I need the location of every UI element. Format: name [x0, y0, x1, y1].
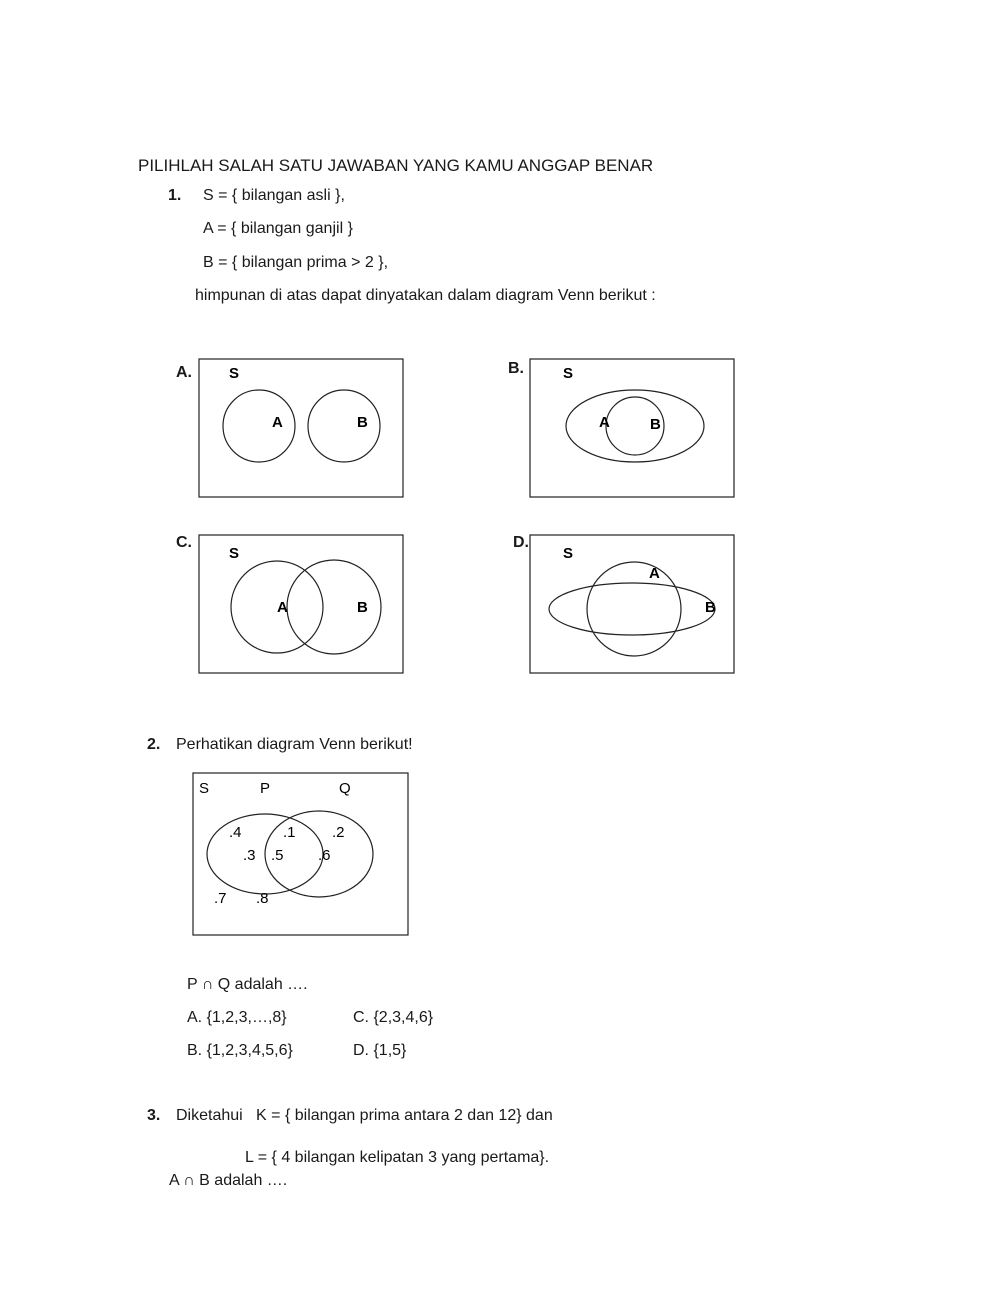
question-3-number: 3.: [147, 1107, 161, 1124]
option-c-letter: C.: [176, 534, 192, 551]
element-outside: .8: [256, 890, 269, 907]
question-1-line-b: B = { bilangan prima > 2 },: [203, 254, 389, 271]
universal-set-box: [530, 535, 734, 673]
element-p-only: .3: [243, 847, 256, 864]
option-b-letter: B.: [508, 360, 524, 377]
set-a-circle: [223, 390, 295, 462]
set-a-label: A: [599, 414, 610, 431]
question-2-option-d[interactable]: D. {1,5}: [353, 1042, 407, 1059]
set-a-label: A: [272, 414, 283, 431]
set-a-circle: [587, 562, 681, 656]
set-s-label: S: [563, 365, 574, 382]
element-outside: .7: [214, 890, 227, 907]
option-a-letter: A.: [176, 364, 192, 381]
question-2-number: 2.: [147, 736, 161, 753]
question-1-line-s: S = { bilangan asli },: [203, 187, 345, 204]
set-a-label: A: [649, 565, 660, 582]
set-s-label: S: [229, 545, 240, 562]
question-1-number: 1.: [168, 187, 182, 204]
question-2-venn-diagram: [192, 772, 411, 938]
question-2-question: P ∩ Q adalah ….: [187, 976, 308, 993]
set-b-label: B: [357, 414, 368, 431]
element-intersection: .5: [271, 847, 284, 864]
set-b-label: B: [705, 599, 716, 616]
set-s-label: S: [563, 545, 574, 562]
question-1-line-a: A = { bilangan ganjil }: [203, 220, 353, 237]
set-b-ellipse: [549, 583, 715, 635]
question-3-line-k: Diketahui K = { bilangan prima antara 2 dan 12} dan: [176, 1107, 553, 1124]
question-3-question: A ∩ B adalah ….: [169, 1172, 288, 1189]
set-b-label: B: [357, 599, 368, 616]
option-d-letter: D.: [513, 534, 529, 551]
question-2-option-c[interactable]: C. {2,3,4,6}: [353, 1009, 434, 1026]
instruction-heading: PILIHLAH SALAH SATU JAWABAN YANG KAMU ANGGAP BENAR: [138, 156, 654, 175]
set-a-label: A: [277, 599, 288, 616]
element-q-only: .2: [332, 824, 345, 841]
option-a-venn-diagram[interactable]: [198, 358, 406, 500]
universal-set-box: [193, 773, 408, 935]
set-b-circle: [308, 390, 380, 462]
set-a-ellipse: [566, 390, 704, 462]
element-p-only: .4: [229, 824, 242, 841]
question-2-option-a[interactable]: A. {1,2,3,…,8}: [187, 1009, 287, 1026]
set-q-label: Q: [339, 780, 351, 797]
element-q-only: .6: [318, 847, 331, 864]
question-2-prompt: Perhatikan diagram Venn berikut!: [176, 736, 413, 753]
set-s-label: S: [229, 365, 240, 382]
set-s-label: S: [199, 780, 210, 797]
option-d-venn-diagram[interactable]: [529, 534, 737, 676]
set-b-label: B: [650, 416, 661, 433]
option-b-venn-diagram[interactable]: [529, 358, 737, 500]
element-intersection: .1: [283, 824, 296, 841]
question-3-line-l: L = { 4 bilangan kelipatan 3 yang pertama}.: [245, 1149, 550, 1166]
question-2-option-b[interactable]: B. {1,2,3,4,5,6}: [187, 1042, 293, 1059]
question-1-statement: himpunan di atas dapat dinyatakan dalam diagram Venn berikut :: [195, 287, 656, 304]
option-c-venn-diagram[interactable]: [198, 534, 406, 676]
set-p-label: P: [260, 780, 271, 797]
